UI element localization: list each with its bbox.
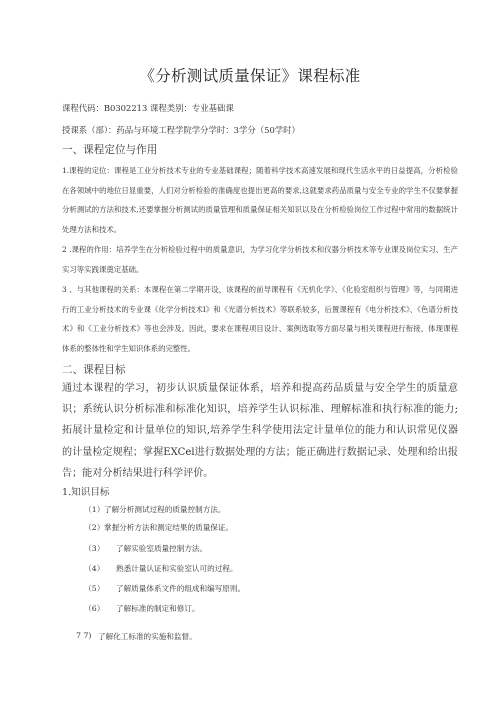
list-item-number: （3）: [84, 544, 105, 553]
paragraph-course-role: 2 .课程的作用：培养学生在分析检验过程中的质量意识，为学习化学分析技术和仪器分析技术等专业课及岗位实习、生产实习等实践课奠定基础。: [62, 245, 458, 274]
list-item-text: 掌握分析方法和测定结果的质量保证。: [104, 523, 234, 532]
list-item-text: 了解标准的制定和修订。: [116, 604, 200, 613]
department-credit-line: 授课系（部）：药品与环境工程学院学分学时：3学分（50学时）: [62, 125, 300, 135]
list-item-number: （2）: [84, 523, 105, 532]
list-item-number: （1）: [84, 505, 105, 514]
section-heading-positioning: 一、课程定位与作用: [62, 144, 158, 156]
knowledge-objectives-heading: 1.知识目标: [62, 487, 110, 498]
list-item-text: 熟悉计量认证和实验室认可的过程。: [116, 564, 238, 573]
document-title: 《分析测试质量保证》课程标准: [139, 67, 361, 85]
paragraph-course-relations: 3 、与其他课程的关系：本课程在第二学期开设，该课程的前导课程有《无机化学》、《化验室组织与管理》等，与同期进行的工业分析技术的专业课《化学分析技术Ⅰ》和《光谱分析技术》等联系较多，后置课程有《电分析技术》、《色谱分析技术》和《工业分析技术》等也会涉及。因此，要求在课程项目设计、案例选取等方面尽量与相关课程进行衔接，体现课程体系的整体性和学生知识体系的完整性。: [62, 285, 458, 353]
course-code-line: 课程代码：B0302213 课程类别：专业基础课: [62, 103, 234, 113]
list-item-number: （4）: [84, 564, 105, 573]
list-item-text: 了解化工标准的实施和监督。: [98, 632, 197, 641]
list-item-text: 了解实验室质量控制方法。: [116, 544, 208, 553]
paragraph-course-positioning: 1.课程的定位：课程是工业分析技术专业的专业基础课程；随着科学技术高速发展和现代生活水平的日益提高，分析检验在各领域中的地位日显重要，人们对分析检验的准确度也提出更高的要求,这就要求药品质量与安全专业的学生不仅要掌握分析测试的方法和技术,还要掌握分析测试的质量管理和质量保证相关知识以及在分析检验岗位工作过程中常用的数据统计处理方法和技术。: [62, 166, 458, 234]
section-heading-objectives: 二、课程目标: [62, 364, 126, 376]
list-item-text: 了解分析测试过程的质量控制方法。: [104, 505, 226, 514]
list-item-number: （6）: [84, 604, 105, 613]
paragraph-objectives: 通过本课程的学习，初步认识质量保证体系，培养和提高药品质量与安全学生的质量意识；系统认识分析标准和标准化知识，培养学生认识标准、理解标准和执行标准的能力;拓展计量检定和计量单位的知识,培养学生科学使用法定计量单位的能力和认识常见仪器的计量检定规程；掌握EXCel进行数据处理的方法；能正确进行数据记录、处理和给出报告；能对分析结果进行科学评价。: [62, 383, 458, 479]
list-item-number: （5）: [84, 584, 105, 593]
list-item-text: 了解质量体系文件的组成和编写原则。: [116, 584, 246, 593]
list-item-number: 7 7): [76, 631, 92, 640]
